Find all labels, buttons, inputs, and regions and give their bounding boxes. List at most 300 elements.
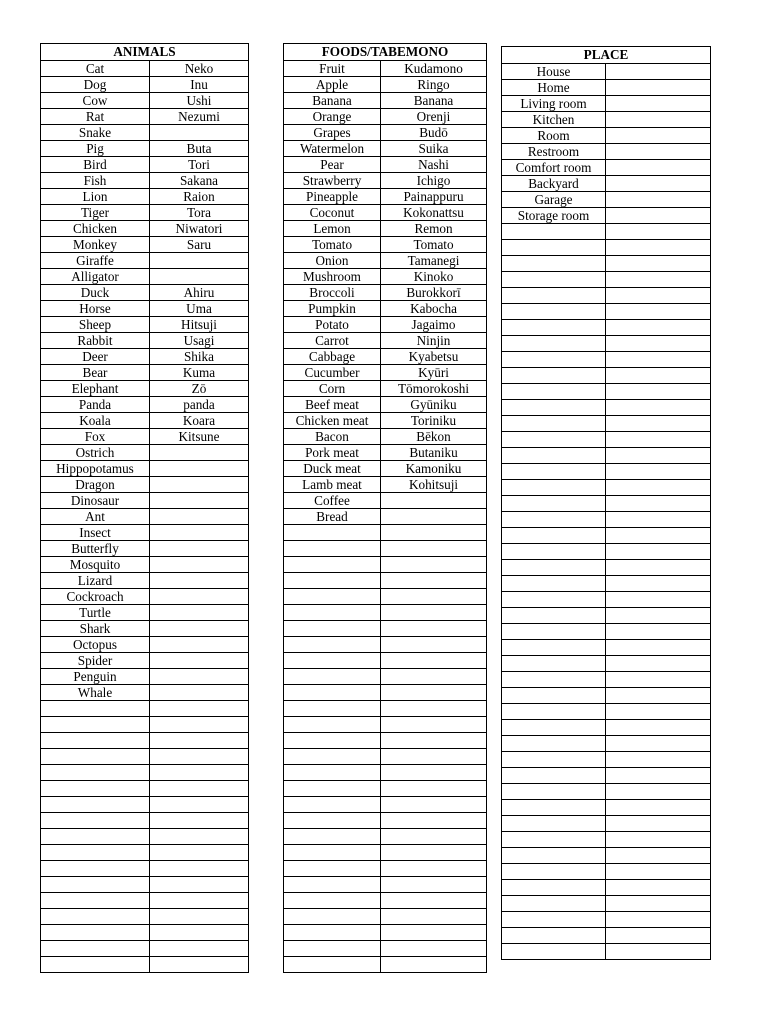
table-row: [284, 653, 487, 669]
japanese-cell: [606, 176, 711, 192]
english-cell: [284, 877, 381, 893]
english-cell: Cow: [41, 93, 150, 109]
japanese-cell: Kyabetsu: [381, 349, 487, 365]
japanese-cell: [150, 797, 249, 813]
english-cell: [41, 941, 150, 957]
english-cell: [41, 845, 150, 861]
english-cell: Cabbage: [284, 349, 381, 365]
table-row: [502, 816, 711, 832]
japanese-cell: Buta: [150, 141, 249, 157]
table-row: [502, 192, 711, 208]
table-row: [284, 557, 487, 573]
english-cell: [41, 893, 150, 909]
english-cell: Pork meat: [284, 445, 381, 461]
english-cell: [502, 688, 606, 704]
japanese-cell: [381, 621, 487, 637]
english-cell: Giraffe: [41, 253, 150, 269]
table-row: [284, 61, 487, 77]
japanese-cell: [150, 525, 249, 541]
table-row: [41, 269, 249, 285]
japanese-cell: [150, 701, 249, 717]
english-cell: [502, 528, 606, 544]
english-cell: Apple: [284, 77, 381, 93]
english-cell: Home: [502, 80, 606, 96]
table-row: [284, 253, 487, 269]
japanese-cell: [150, 941, 249, 957]
english-cell: Butterfly: [41, 541, 150, 557]
english-cell: Hippopotamus: [41, 461, 150, 477]
japanese-cell: [150, 509, 249, 525]
english-cell: Tomato: [284, 237, 381, 253]
english-cell: Alligator: [41, 269, 150, 285]
table-row: [284, 349, 487, 365]
english-cell: [502, 864, 606, 880]
english-cell: Duck meat: [284, 461, 381, 477]
english-cell: Garage: [502, 192, 606, 208]
table-row: [41, 685, 249, 701]
table-row: [41, 749, 249, 765]
place-header-row: [502, 47, 711, 64]
table-row: [502, 144, 711, 160]
japanese-cell: [150, 637, 249, 653]
english-cell: [284, 909, 381, 925]
place-table: [501, 46, 711, 960]
table-row: [284, 157, 487, 173]
english-cell: Monkey: [41, 237, 150, 253]
table-row: [41, 77, 249, 93]
table-row: [41, 317, 249, 333]
english-cell: Comfort room: [502, 160, 606, 176]
table-row: [284, 173, 487, 189]
japanese-cell: panda: [150, 397, 249, 413]
table-row: [284, 701, 487, 717]
english-cell: House: [502, 64, 606, 80]
table-row: [41, 381, 249, 397]
english-cell: [284, 829, 381, 845]
english-cell: [502, 768, 606, 784]
english-cell: Fox: [41, 429, 150, 445]
english-cell: Carrot: [284, 333, 381, 349]
english-cell: Insect: [41, 525, 150, 541]
japanese-cell: Ushi: [150, 93, 249, 109]
japanese-cell: [381, 749, 487, 765]
japanese-cell: [606, 96, 711, 112]
japanese-cell: [150, 845, 249, 861]
english-cell: [284, 605, 381, 621]
table-row: [502, 736, 711, 752]
table-row: [502, 544, 711, 560]
table-row: [41, 765, 249, 781]
japanese-cell: [150, 621, 249, 637]
japanese-cell: [150, 253, 249, 269]
japanese-cell: [606, 880, 711, 896]
table-row: [284, 93, 487, 109]
japanese-cell: [381, 637, 487, 653]
table-row: [502, 320, 711, 336]
table-row: [41, 237, 249, 253]
english-cell: [502, 624, 606, 640]
english-cell: [284, 525, 381, 541]
table-row: [502, 560, 711, 576]
japanese-cell: [150, 653, 249, 669]
japanese-cell: [381, 925, 487, 941]
english-cell: [284, 765, 381, 781]
english-cell: [502, 800, 606, 816]
table-row: [502, 448, 711, 464]
table-row: [41, 605, 249, 621]
english-cell: [41, 877, 150, 893]
table-row: [41, 461, 249, 477]
english-cell: [502, 640, 606, 656]
english-cell: Bird: [41, 157, 150, 173]
english-cell: Octopus: [41, 637, 150, 653]
japanese-cell: [150, 877, 249, 893]
english-cell: Lemon: [284, 221, 381, 237]
english-cell: [41, 701, 150, 717]
table-row: [41, 893, 249, 909]
table-row: [284, 717, 487, 733]
table-row: [41, 445, 249, 461]
japanese-cell: Kohitsuji: [381, 477, 487, 493]
english-cell: [502, 544, 606, 560]
japanese-cell: [150, 477, 249, 493]
japanese-cell: [150, 557, 249, 573]
english-cell: [41, 749, 150, 765]
table-row: [502, 832, 711, 848]
table-row: [284, 909, 487, 925]
table-row: [284, 813, 487, 829]
english-cell: [502, 224, 606, 240]
english-cell: [502, 368, 606, 384]
japanese-cell: [381, 877, 487, 893]
japanese-cell: [606, 288, 711, 304]
english-cell: [502, 352, 606, 368]
table-row: [502, 336, 711, 352]
table-row: [284, 829, 487, 845]
english-cell: Bread: [284, 509, 381, 525]
english-cell: [41, 861, 150, 877]
english-cell: [284, 733, 381, 749]
japanese-cell: Jagaimo: [381, 317, 487, 333]
japanese-cell: [150, 669, 249, 685]
japanese-cell: Tōmorokoshi: [381, 381, 487, 397]
english-cell: Spider: [41, 653, 150, 669]
japanese-cell: [150, 269, 249, 285]
japanese-cell: [150, 861, 249, 877]
english-cell: [502, 608, 606, 624]
japanese-cell: [381, 941, 487, 957]
japanese-cell: [606, 160, 711, 176]
table-row: [41, 797, 249, 813]
table-row: [284, 237, 487, 253]
table-row: [41, 493, 249, 509]
table-row: [284, 525, 487, 541]
english-cell: Potato: [284, 317, 381, 333]
japanese-cell: Ahiru: [150, 285, 249, 301]
japanese-cell: [381, 685, 487, 701]
table-row: [41, 845, 249, 861]
japanese-cell: [606, 256, 711, 272]
japanese-cell: Uma: [150, 301, 249, 317]
table-row: [502, 256, 711, 272]
table-row: [284, 333, 487, 349]
table-row: [41, 141, 249, 157]
table-row: [502, 304, 711, 320]
table-row: [41, 941, 249, 957]
table-row: [284, 189, 487, 205]
table-row: [284, 285, 487, 301]
table-row: [502, 768, 711, 784]
japanese-cell: [381, 781, 487, 797]
english-cell: Strawberry: [284, 173, 381, 189]
table-row: [284, 141, 487, 157]
japanese-cell: Budō: [381, 125, 487, 141]
table-row: [284, 109, 487, 125]
table-row: [41, 637, 249, 653]
table-row: [502, 656, 711, 672]
english-cell: [502, 560, 606, 576]
japanese-cell: [606, 688, 711, 704]
foods-body: [284, 61, 487, 973]
japanese-cell: [606, 80, 711, 96]
japanese-cell: [606, 544, 711, 560]
english-cell: [502, 384, 606, 400]
table-row: [502, 480, 711, 496]
japanese-cell: [606, 128, 711, 144]
english-cell: Orange: [284, 109, 381, 125]
english-cell: Rabbit: [41, 333, 150, 349]
japanese-cell: [606, 304, 711, 320]
table-row: [284, 301, 487, 317]
table-row: [41, 701, 249, 717]
japanese-cell: [150, 829, 249, 845]
english-cell: Grapes: [284, 125, 381, 141]
english-cell: [41, 957, 150, 973]
english-cell: [284, 893, 381, 909]
japanese-cell: Orenji: [381, 109, 487, 125]
japanese-cell: [150, 765, 249, 781]
english-cell: Living room: [502, 96, 606, 112]
english-cell: Ostrich: [41, 445, 150, 461]
table-row: [502, 704, 711, 720]
english-cell: Room: [502, 128, 606, 144]
table-row: [41, 109, 249, 125]
japanese-cell: Painappuru: [381, 189, 487, 205]
japanese-cell: [150, 925, 249, 941]
english-cell: Fruit: [284, 61, 381, 77]
english-cell: [41, 781, 150, 797]
table-row: [284, 125, 487, 141]
english-cell: Coffee: [284, 493, 381, 509]
japanese-cell: [150, 749, 249, 765]
english-cell: [284, 653, 381, 669]
table-row: [41, 413, 249, 429]
table-row: [502, 944, 711, 960]
animals-title: ANIMALS: [41, 44, 249, 61]
japanese-cell: [150, 781, 249, 797]
table-row: [502, 752, 711, 768]
japanese-cell: [606, 576, 711, 592]
table-row: [284, 365, 487, 381]
table-row: [502, 720, 711, 736]
table-row: [41, 589, 249, 605]
english-cell: Broccoli: [284, 285, 381, 301]
english-cell: [502, 832, 606, 848]
japanese-cell: [606, 704, 711, 720]
english-cell: [41, 909, 150, 925]
japanese-cell: [381, 893, 487, 909]
english-cell: Shark: [41, 621, 150, 637]
table-row: [502, 432, 711, 448]
japanese-cell: [606, 528, 711, 544]
japanese-cell: [606, 912, 711, 928]
table-row: [41, 205, 249, 221]
japanese-cell: Kamoniku: [381, 461, 487, 477]
animals-table: [40, 43, 249, 973]
japanese-cell: [381, 509, 487, 525]
japanese-cell: [606, 240, 711, 256]
japanese-cell: [150, 957, 249, 973]
table-row: [41, 477, 249, 493]
table-row: [502, 416, 711, 432]
table-row: [502, 640, 711, 656]
english-cell: [502, 288, 606, 304]
english-cell: Lion: [41, 189, 150, 205]
table-row: [284, 317, 487, 333]
japanese-cell: [606, 800, 711, 816]
table-row: [41, 429, 249, 445]
english-cell: Restroom: [502, 144, 606, 160]
english-cell: Beef meat: [284, 397, 381, 413]
japanese-cell: [381, 717, 487, 733]
japanese-cell: Kokonattsu: [381, 205, 487, 221]
english-cell: Kitchen: [502, 112, 606, 128]
japanese-cell: [381, 557, 487, 573]
japanese-cell: [381, 829, 487, 845]
japanese-cell: [606, 384, 711, 400]
japanese-cell: Usagi: [150, 333, 249, 349]
table-row: [284, 733, 487, 749]
table-row: [502, 224, 711, 240]
table-row: [41, 61, 249, 77]
japanese-cell: Kuma: [150, 365, 249, 381]
japanese-cell: [606, 512, 711, 528]
table-row: [41, 957, 249, 973]
japanese-cell: Ringo: [381, 77, 487, 93]
japanese-cell: [150, 493, 249, 509]
english-cell: [41, 765, 150, 781]
table-row: [284, 797, 487, 813]
table-row: [284, 861, 487, 877]
japanese-cell: [606, 768, 711, 784]
japanese-cell: Neko: [150, 61, 249, 77]
japanese-cell: [606, 592, 711, 608]
table-row: [284, 941, 487, 957]
japanese-cell: [606, 864, 711, 880]
table-row: [41, 877, 249, 893]
table-row: [284, 957, 487, 973]
table-row: [502, 160, 711, 176]
table-row: [502, 880, 711, 896]
english-cell: Mosquito: [41, 557, 150, 573]
table-row: [284, 493, 487, 509]
japanese-cell: [606, 368, 711, 384]
japanese-cell: Zō: [150, 381, 249, 397]
table-row: [284, 477, 487, 493]
japanese-cell: [381, 573, 487, 589]
japanese-cell: Remon: [381, 221, 487, 237]
japanese-cell: [381, 541, 487, 557]
japanese-cell: [150, 589, 249, 605]
english-cell: [284, 717, 381, 733]
table-row: [284, 637, 487, 653]
japanese-cell: [606, 272, 711, 288]
english-cell: [502, 880, 606, 896]
table-row: [502, 672, 711, 688]
japanese-cell: Kyūri: [381, 365, 487, 381]
english-cell: Watermelon: [284, 141, 381, 157]
japanese-cell: Niwatori: [150, 221, 249, 237]
table-row: [284, 749, 487, 765]
table-row: [41, 221, 249, 237]
english-cell: [502, 576, 606, 592]
japanese-cell: [150, 813, 249, 829]
english-cell: [284, 557, 381, 573]
table-row: [284, 925, 487, 941]
japanese-cell: [606, 928, 711, 944]
english-cell: [502, 416, 606, 432]
english-cell: [502, 912, 606, 928]
japanese-cell: Saru: [150, 237, 249, 253]
english-cell: [502, 592, 606, 608]
table-row: [284, 877, 487, 893]
english-cell: Chicken meat: [284, 413, 381, 429]
english-cell: [502, 512, 606, 528]
table-row: [284, 765, 487, 781]
english-cell: Pineapple: [284, 189, 381, 205]
japanese-cell: Nashi: [381, 157, 487, 173]
japanese-cell: Raion: [150, 189, 249, 205]
english-cell: Tiger: [41, 205, 150, 221]
japanese-cell: [150, 893, 249, 909]
table-row: [502, 176, 711, 192]
table-row: [502, 272, 711, 288]
table-row: [502, 288, 711, 304]
english-cell: [284, 541, 381, 557]
japanese-cell: Koara: [150, 413, 249, 429]
table-row: [502, 512, 711, 528]
table-row: [41, 573, 249, 589]
japanese-cell: [606, 224, 711, 240]
table-row: [502, 352, 711, 368]
english-cell: [502, 320, 606, 336]
table-row: [41, 733, 249, 749]
english-cell: Storage room: [502, 208, 606, 224]
table-row: [502, 80, 711, 96]
english-cell: [502, 240, 606, 256]
table-row: [41, 189, 249, 205]
table-row: [41, 173, 249, 189]
table-row: [502, 496, 711, 512]
english-cell: Cockroach: [41, 589, 150, 605]
table-row: [284, 573, 487, 589]
english-cell: [284, 861, 381, 877]
table-row: [284, 541, 487, 557]
japanese-cell: Kitsune: [150, 429, 249, 445]
japanese-cell: [606, 400, 711, 416]
english-cell: [284, 797, 381, 813]
table-row: [41, 909, 249, 925]
